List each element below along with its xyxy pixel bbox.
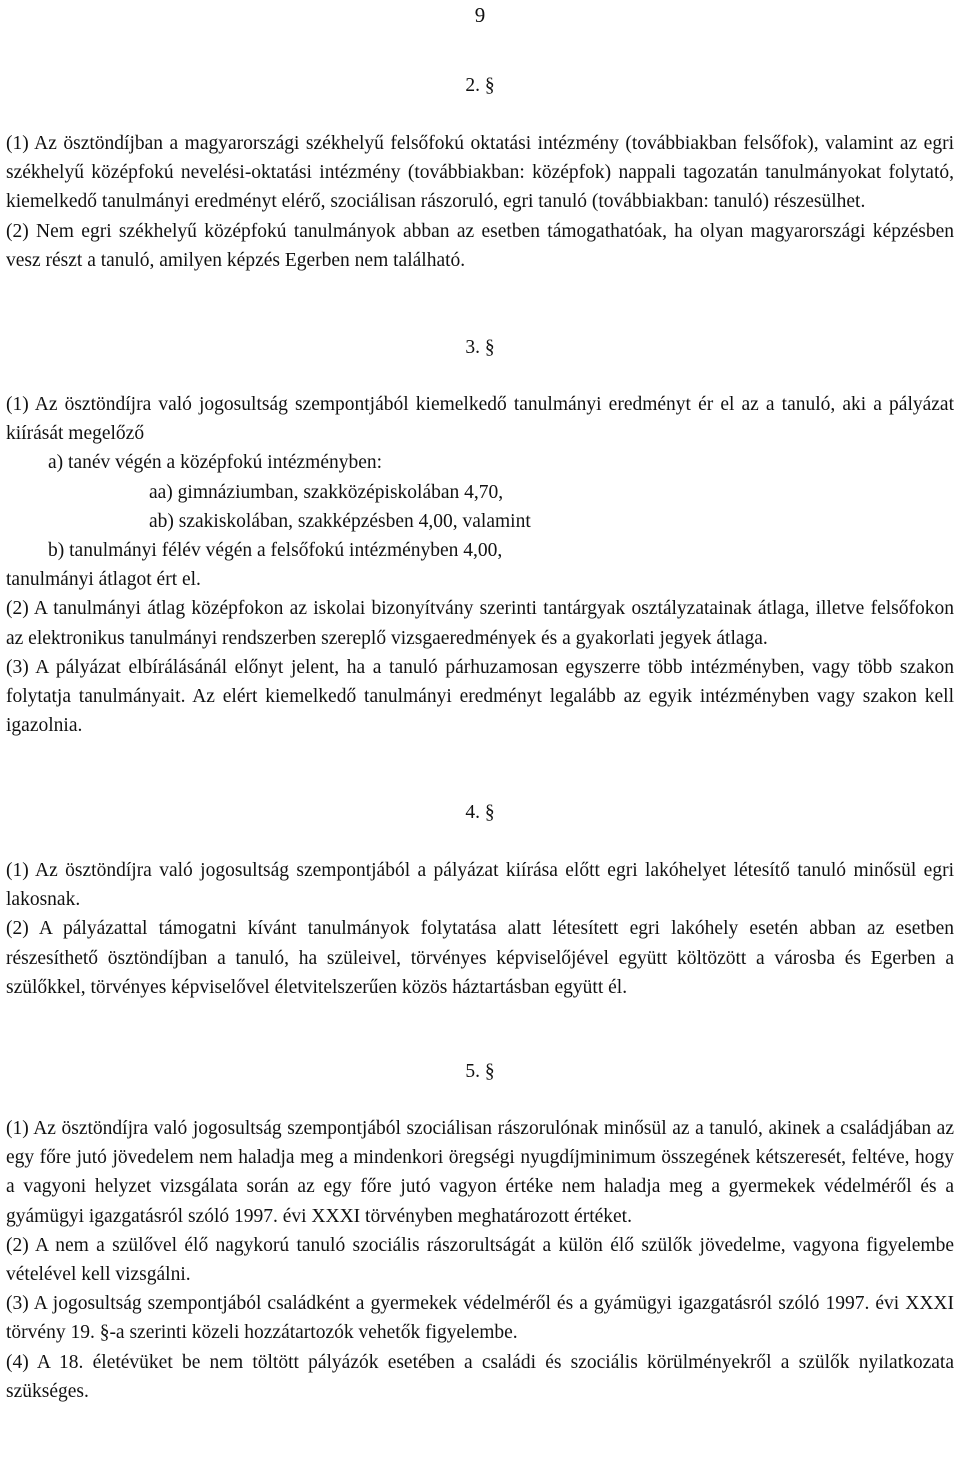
page-number: 9 bbox=[474, 3, 486, 27]
paragraph: (1) Az ösztöndíjra való jogosultság szempontjából szociálisan rászorulónak minősül az a tanuló, akinek a családjában az egy főre jutó jövedelem nem haladja meg a mindenkori öregségi nyugdíjminimum összegének kétszeresét, feltéve, hogy a vagyoni helyzet vizsgálata során az egy főre jutó vagyon értéke nem haladja meg a gyermekek védelméről és a gyámügyi igazgatásról szóló 1997. évi XXXI törvényben meghatározott értéket. bbox=[6, 1118, 954, 1227]
section-2 bbox=[6, 72, 954, 275]
section-title: 4. § bbox=[465, 802, 495, 823]
paragraph: (1) Az ösztöndíjra való jogosultság szempontjából kiemelkedő tanulmányi eredményt ér el az a tanuló, aki a pályázat kiírását megelőző bbox=[6, 394, 954, 445]
list-item: b) tanulmányi félév végén a felsőfokú intézményben 4,00, bbox=[48, 540, 503, 562]
paragraph: (2) A tanulmányi átlag középfokon az iskolai bizonyítvány szerinti tantárgyak osztályzatainak átlaga, illetve felsőfokon az elektronikus tanulmányi rendszerben szereplő vizsgaeredmények és a gyakorlati jegyek átlaga. bbox=[6, 598, 954, 649]
section-title: 3. § bbox=[465, 337, 495, 358]
list-item: a) tanév végén a középfokú intézményben: bbox=[48, 452, 383, 474]
section-4 bbox=[6, 799, 954, 1002]
section-body bbox=[6, 1114, 954, 1406]
section-body bbox=[6, 129, 954, 275]
section-5 bbox=[6, 1058, 954, 1406]
paragraph: (1) Az ösztöndíjban a magyarországi székhelyű felsőfokú oktatási intézmény (továbbiakban felsőfok), valamint az egri székhelyű középfokú nevelési-oktatási intézmény (továbbiakban: középfok) nappali tagozatán tanulmányokat folytató, kiemelkedő tanulmányi eredményt elérő, szociálisan rászoruló, egri tanuló (továbbiakban: tanuló) részesülhet. bbox=[6, 133, 954, 213]
section-body bbox=[6, 390, 954, 740]
section-title: 5. § bbox=[465, 1061, 495, 1082]
section-title: 2. § bbox=[465, 75, 495, 96]
paragraph: (2) Nem egri székhelyű középfokú tanulmányok abban az esetben támogathatóak, ha olyan magyarországi képzésben vesz részt a tanuló, amilyen képzés Egerben nem található. bbox=[6, 220, 954, 271]
paragraph: (1) Az ösztöndíjra való jogosultság szempontjából a pályázat kiírása előtt egri lakóhelyet létesítő tanuló minősül egri lakosnak. bbox=[6, 860, 954, 911]
paragraph: (3) A jogosultság szempontjából családként a gyermekek védelméről és a gyámügyi igazgatásról szóló 1997. évi XXXI törvény 19. §-a szerinti közeli hozzátartozók vehetők figyelembe. bbox=[6, 1293, 954, 1344]
paragraph: tanulmányi átlagot ért el. bbox=[6, 569, 201, 591]
list-item: aa) gimnáziumban, szakközépiskolában 4,70, bbox=[149, 481, 504, 503]
section-3 bbox=[6, 334, 954, 740]
paragraph: (2) A nem a szülővel élő nagykorú tanuló szociális rászorultságát a külön élő szülők jövedelme, vagyona figyelembe vételével kell vizsgálni. bbox=[6, 1234, 954, 1286]
paragraph: (2) A pályázattal támogatni kívánt tanulmányok folytatása alatt létesített egri lakóhely esetén abban az esetben részesíthető ösztöndíjban a tanuló, ha szüleivel, törvényes képviselőjével együtt költözött a városba és Egerben a szülőkkel, törvényes képviselővel életvitelszerűen közös háztartásban együtt él. bbox=[6, 918, 954, 998]
section-body bbox=[6, 856, 954, 1002]
paragraph: (3) A pályázat elbírálásánál előnyt jelent, ha a tanuló párhuzamosan egyszerre több intézményben, vagy több szakon folytatja tanulmányait. Az elért kiemelkedő tanulmányi eredményt legalább az egyik intézményben vagy szakon kell igazolnia. bbox=[6, 656, 954, 737]
list-item: ab) szakiskolában, szakképzésben 4,00, valamint bbox=[149, 510, 531, 532]
paragraph: (4) A 18. életévüket be nem töltött pályázók esetében a családi és szociális körülményekről a szülők nyilatkozata szükséges. bbox=[6, 1351, 954, 1402]
